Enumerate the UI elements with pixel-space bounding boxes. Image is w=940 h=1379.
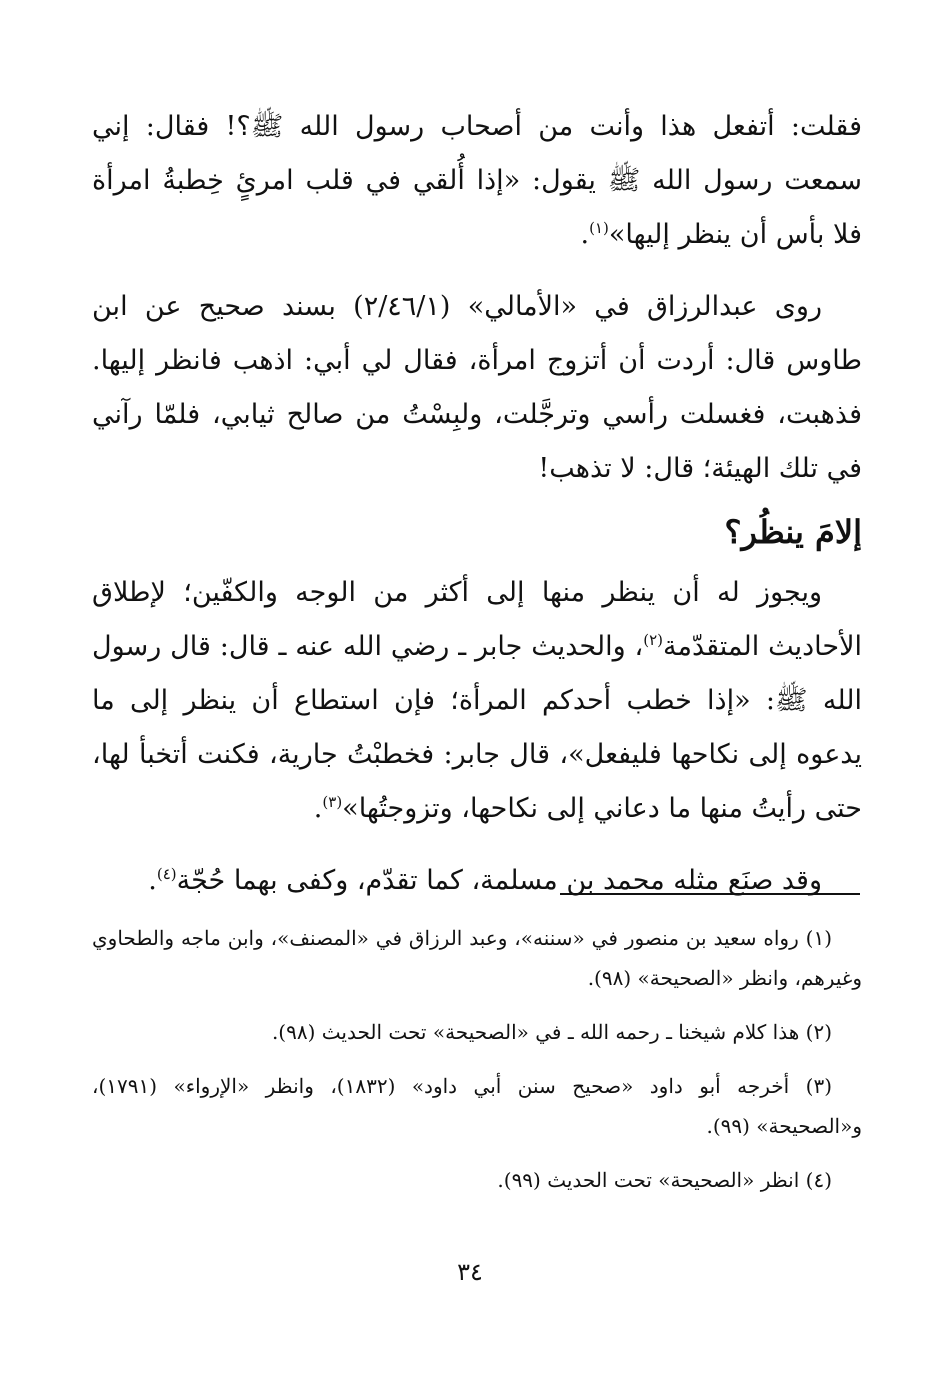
paragraph-3-end: . — [313, 793, 323, 824]
main-text — [92, 100, 862, 908]
footnote-ref-1[interactable]: (١) — [589, 219, 609, 237]
paragraph-1 — [92, 100, 862, 262]
footnote-4: (٤) انظر «الصحيحة» تحت الحديث (٩٩). — [497, 1168, 832, 1192]
paragraph-3 — [92, 566, 862, 836]
paragraph-2: روى عبدالرزاق في «الأمالي» (٢/٤٦/١) بسند صحيح عن ابن طاوس قال: أردت أن أتزوج امرأة، فقال لي أبي: اذهب فانظر إليها. فذهبت، فغسلت رأسي وترجَّلت، ولبِسْتُ من صالح ثيابي، فلمّا رآني في تلك الهيئة؛ قال: لا تذهب! — [92, 291, 862, 484]
paragraph-4-end: . — [148, 865, 157, 896]
footnote-2: (٢) هذا كلام شيخنا ـ رحمه الله ـ في «الصحيحة» تحت الحديث (٩٨). — [271, 1020, 832, 1044]
paragraph-1-text: فقلت: أتفعل هذا وأنت من أصحاب رسول الله ﷺ؟! فقال: إني سمعت رسول الله ﷺ يقول: «إذا أُلقي في قلب امرئٍ خِطبةُ امرأة فلا بأس أن ينظر إليها» — [92, 111, 862, 250]
page-number: ٣٤ — [457, 1258, 483, 1286]
footnote-ref-4[interactable]: (٤) — [156, 865, 177, 883]
paragraph-4 — [92, 854, 862, 908]
section-heading: إلامَ ينظُر؟ — [724, 513, 862, 551]
footnote-separator — [560, 893, 860, 895]
paragraph-3-text-b: ، والحديث جابر ـ رضي الله عنه ـ قال: قال رسول الله ﷺ: «إذا خطب أحدكم المرأة؛ فإن استطاع أن ينظر إلى ما يدعوه إلى نكاحها فليفعل»، قال جابر: فخطبْتُ جارية، فكنت أتخبأ لها، حتى رأيتُ منها ما دعاني إلى نكاحها، وتزوجتُها» — [92, 631, 862, 824]
footnote-1: (١) رواه سعيد بن منصور في «سننه»، وعبد الرزاق في «المصنف»، وابن ماجه والطحاوي وغيرهم، وانظر «الصحيحة» (٩٨). — [92, 926, 862, 990]
footnote-ref-2[interactable]: (٢) — [643, 631, 663, 649]
paragraph-3-text-a: ويجوز له أن ينظر منها إلى أكثر من الوجه والكفّين؛ لإطلاق الأحاديث المتقدّمة — [92, 577, 862, 662]
paragraph-4-text: وقد صنَع مثله محمد بن مسلمة، كما تقدّم، وكفى بهما حُجّة — [176, 865, 822, 896]
paragraph-1-end: . — [580, 219, 590, 250]
footnote-ref-3[interactable]: (٣) — [322, 793, 343, 811]
footnotes — [92, 918, 862, 1214]
footnote-3: (٣) أخرجه أبو داود «صحيح سنن أبي داود» (١٨٣٢)، وانظر «الإرواء» (١٧٩١)، و«الصحيحة» (٩٩). — [92, 1074, 862, 1138]
